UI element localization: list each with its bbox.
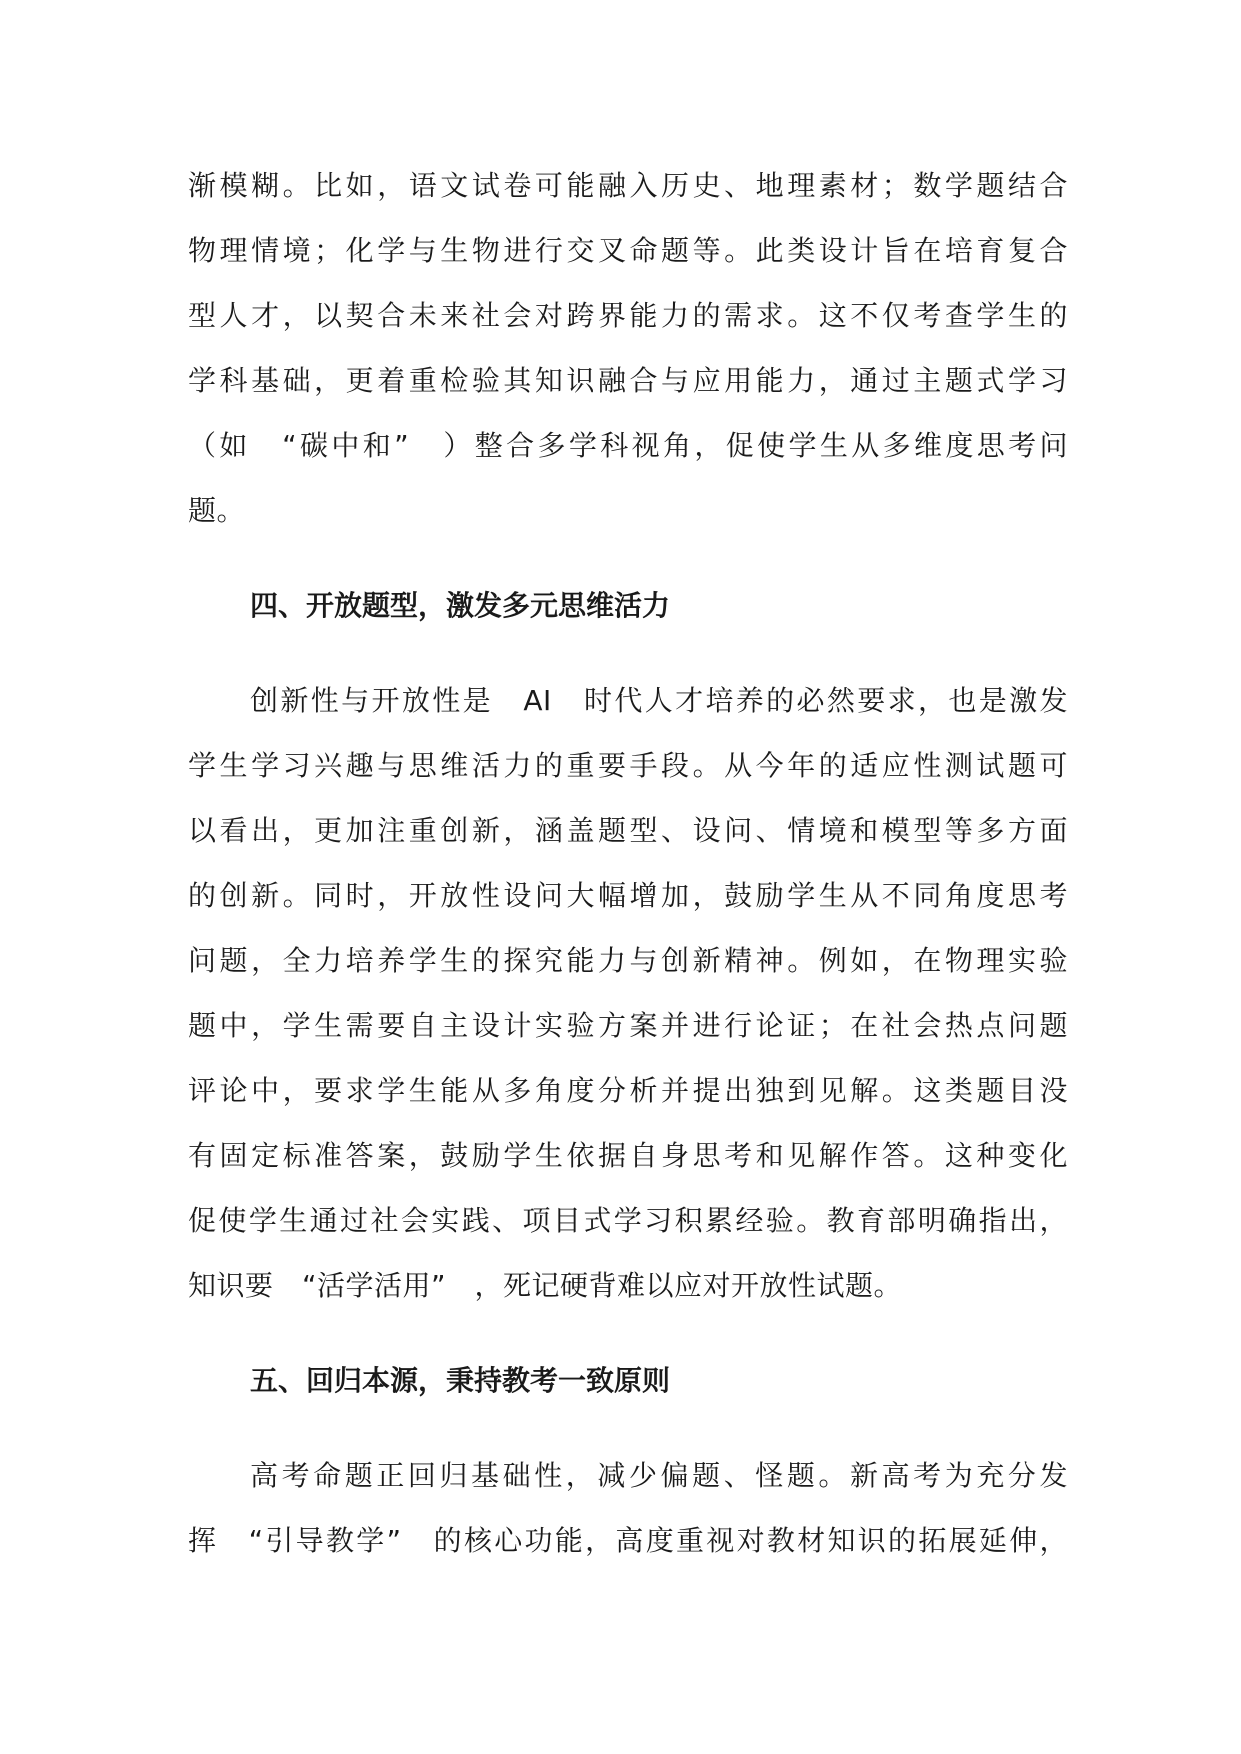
paragraph-line: （如 “碳中和” ）整合多学科视角，促使学生从多维度思考问 [188,429,1068,462]
paragraph-line: 问题，全力培养学生的探究能力与创新精神。例如，在物理实验 [188,944,1068,977]
section-heading-four: 四、开放题型，激发多元思维活力 [250,589,671,622]
paragraph-return-to-basics [188,1443,1068,1573]
paragraph-line: 题中，学生需要自主设计实验方案并进行论证；在社会热点问题 [188,1009,1068,1042]
paragraph-line: 评论中，要求学生能从多角度分析并提出独到见解。这类题目没 [188,1074,1068,1107]
paragraph-interdisciplinary [188,153,1068,543]
paragraph-line: 创新性与开放性是 AI 时代人才培养的必然要求，也是激发 [250,684,1068,717]
paragraph-open-questions [188,668,1068,1318]
paragraph-line: 物理情境；化学与生物进行交叉命题等。此类设计旨在培育复合 [188,234,1068,267]
paragraph-line: 学科基础，更着重检验其知识融合与应用能力，通过主题式学习 [188,364,1068,397]
paragraph-line: 促使学生通过社会实践、项目式学习积累经验。教育部明确指出， [188,1204,1068,1237]
paragraph-line: 题。 [188,494,246,527]
paragraph-line: 有固定标准答案，鼓励学生依据自身思考和见解作答。这种变化 [188,1139,1068,1172]
paragraph-line: 以看出，更加注重创新，涵盖题型、设问、情境和模型等多方面 [188,814,1068,847]
section-heading-five: 五、回归本源，秉持教考一致原则 [250,1364,671,1397]
paragraph-line: 知识要 “活学活用” ，死记硬背难以应对开放性试题。 [188,1269,903,1302]
paragraph-line: 学生学习兴趣与思维活力的重要手段。从今年的适应性测试题可 [188,749,1068,782]
paragraph-line: 挥 “引导教学” 的核心功能，高度重视对教材知识的拓展延伸， [188,1524,1068,1557]
paragraph-line: 型人才，以契合未来社会对跨界能力的需求。这不仅考查学生的 [188,299,1068,332]
document-body [188,153,1068,1573]
paragraph-line: 的创新。同时，开放性设问大幅增加，鼓励学生从不同角度思考 [188,879,1068,912]
paragraph-line: 渐模糊。比如，语文试卷可能融入历史、地理素材；数学题结合 [188,169,1068,202]
paragraph-line: 高考命题正回归基础性，减少偏题、怪题。新高考为充分发 [250,1459,1068,1492]
